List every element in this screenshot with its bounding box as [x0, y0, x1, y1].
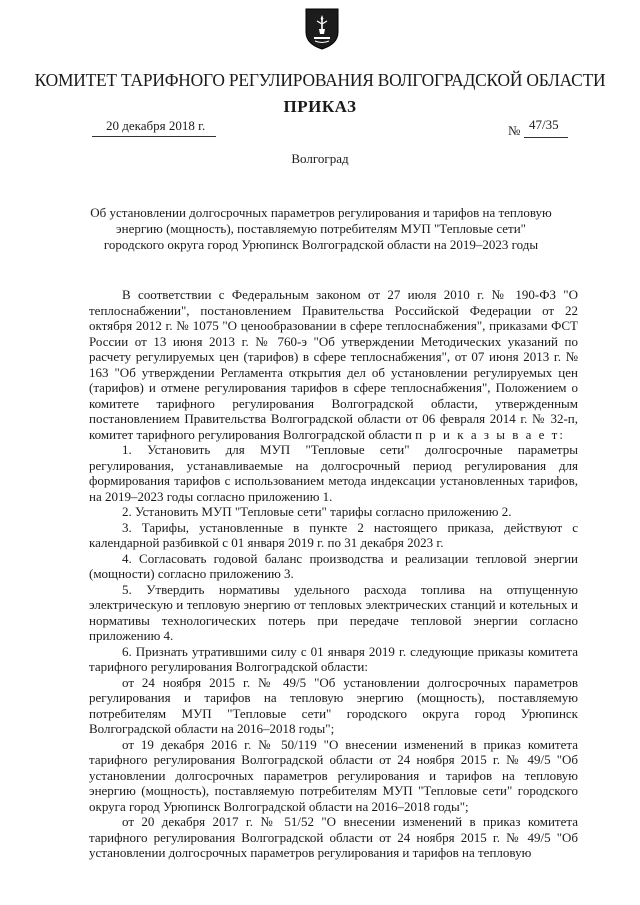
coat-of-arms-icon	[305, 8, 339, 50]
order-subject: Об установлении долгосрочных параметров регулирования и тарифов на тепловую энергию (мощность), поставляемую потребителям МУП "Тепловые сети" городского округа город Урюпинск Волгоградской области на 2019–2023 годы	[90, 205, 552, 252]
number-underline	[524, 137, 568, 138]
order-body	[89, 287, 578, 861]
repealed-order-2: от 19 декабря 2016 г. № 50/119 "О внесении изменений в приказ комитета тарифного регулирования Волгоградской области от 24 ноября 2015 г. № 49/5 "Об установлении долгосрочных параметров регулирования и тарифов на тепловую энергию (мощность), поставляемую потребителям МУП "Тепловые сети" городского округа город Урюпинск Волгоградской области на 2016–2018 годы";	[89, 736, 578, 814]
number-label: №	[508, 123, 521, 138]
preamble	[89, 287, 578, 442]
decree-word: п р и к а з ы в а е т:	[415, 426, 565, 442]
city: Волгоград	[291, 151, 349, 166]
committee-name: КОМИТЕТ ТАРИФНОГО РЕГУЛИРОВАНИЯ ВОЛГОГРАДСКОЙ ОБЛАСТИ	[34, 70, 606, 90]
order-item-6: 6. Признать утратившими силу с 01 января 2019 г. следующие приказы комитета тарифного регулирования Волгоградской области:	[89, 643, 578, 674]
order-item-2: 2. Установить МУП "Тепловые сети" тарифы согласно приложению 2.	[122, 504, 512, 519]
repealed-order-3: от 20 декабря 2017 г. № 51/52 "О внесении изменений в приказ комитета тарифного регулирования Волгоградской области от 24 ноября 2015 г. № 49/5 "Об установлении долгосрочных параметров регулирования и тарифов на тепловую	[89, 814, 578, 860]
order-item-3: 3. Тарифы, установленные в пункте 2 настоящего приказа, действуют с календарной разбивкой с 01 января 2019 г. по 31 декабря 2023 г.	[89, 519, 578, 550]
order-item-1: 1. Установить для МУП "Тепловые сети" долгосрочные параметры регулирования, устанавливаемые на долгосрочный период регулирования для формирования тарифов с использованием метода индексации установленных тарифов, на 2019–2023 годы согласно приложению 1.	[89, 442, 578, 504]
date-underline	[92, 136, 216, 137]
order-date: 20 декабря 2018 г.	[106, 118, 206, 133]
repealed-order-1: от 24 ноября 2015 г. № 49/5 "Об установлении долгосрочных параметров регулирования и тарифов на тепловую энергию (мощность), поставляемую потребителям МУП "Тепловые сети" городского округа город Урюпинск Волгоградской области на 2016–2018 годы";	[89, 674, 578, 736]
preamble-text: В соответствии с Федеральным законом от 27 июля 2010 г. № 190-ФЗ "О теплоснабжении", постановлением Правительства Российской Федерации от 22 октября 2012 г. № 1075 "О ценообразовании в сфере теплоснабжения", приказами ФСТ России от 13 июня 2013 г. № 760-э "Об утверждении Методических указаний по расчету регулируемых цен (тарифов) в сфере теплоснабжения", от 07 июня 2013 г. № 163 "Об утверждении Регламента открытия дел об установлении регулируемых цен (тарифов) и отмене регулирования тарифов в сфере теплоснабжения", Положением о комитете тарифного регулирования Волгоградской области, утвержденным постановлением Правительства Волгоградской области от 06 февраля 2014 г. № 32-п, комитет тарифного регулирования Волгоградской области	[89, 287, 578, 442]
document-type: ПРИКАЗ	[283, 97, 357, 116]
order-item-5: 5. Утвердить нормативы удельного расхода топлива на отпущенную электрическую и тепловую энергию от тепловых электрических станций и котельных и нормативы технологических потерь при передаче тепловой энергии согласно приложению 4.	[89, 581, 578, 643]
order-number: 47/35	[529, 117, 559, 132]
order-item-4: 4. Согласовать годовой баланс производства и реализации тепловой энергии (мощности) согласно приложению 3.	[89, 550, 578, 581]
